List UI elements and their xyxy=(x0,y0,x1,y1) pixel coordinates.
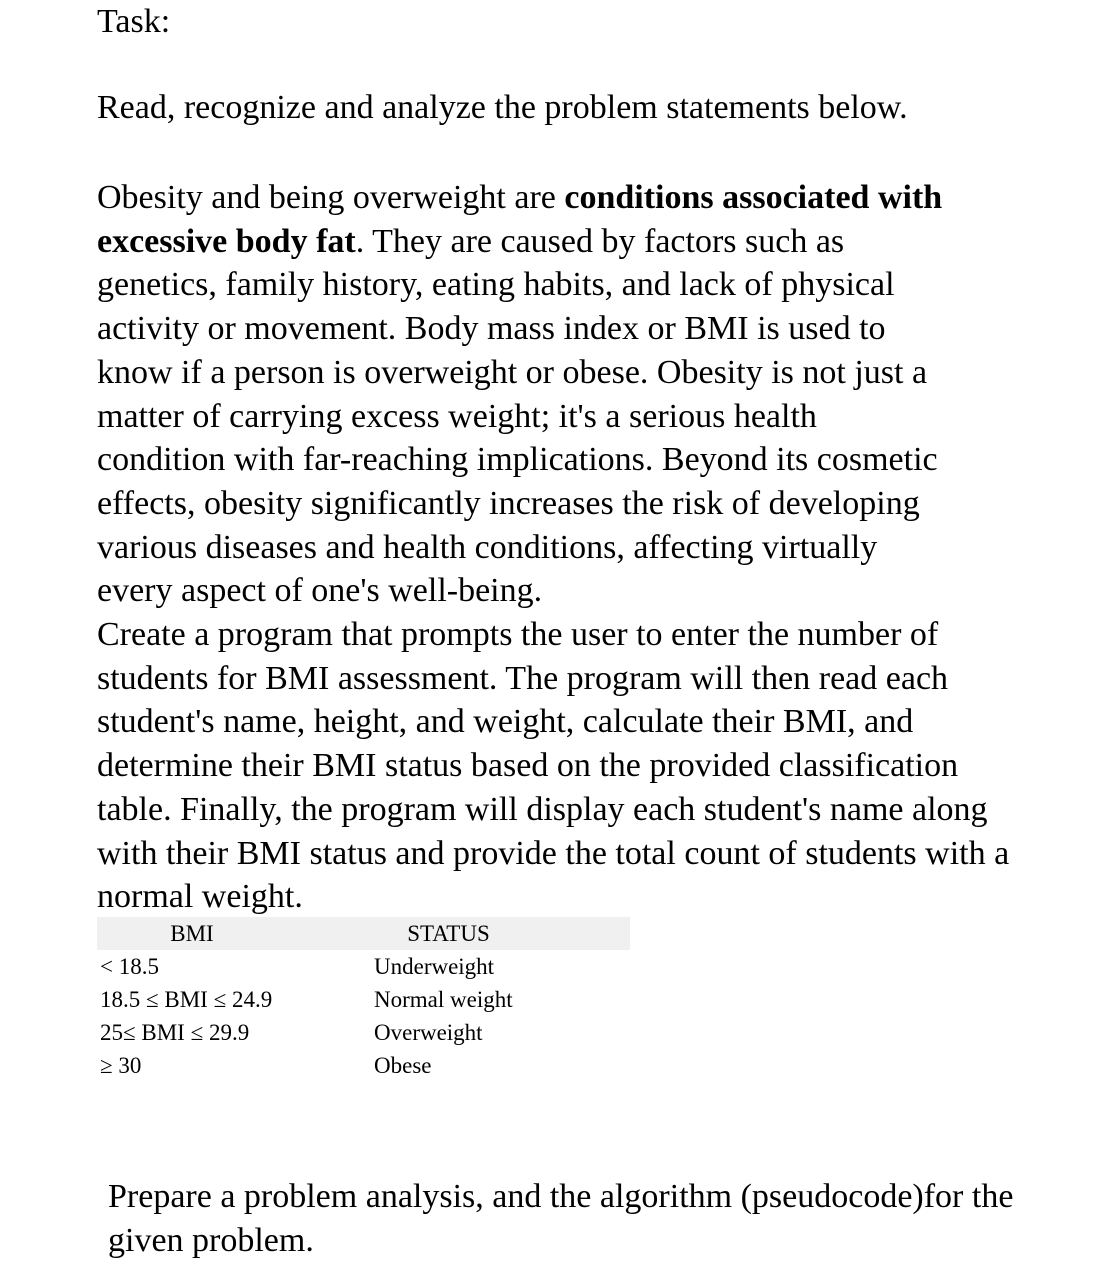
statement-line: table. Finally, the program will display each student's name along xyxy=(97,790,988,828)
statement-line: student's name, height, and weight, calculate their BMI, and xyxy=(97,703,914,741)
statement-line: excessive body fat. They are caused by factors such as xyxy=(97,222,845,260)
table-row xyxy=(97,983,630,1016)
intro-statement: Read, recognize and analyze the problem statements below. xyxy=(97,89,908,126)
table-row xyxy=(97,1049,630,1082)
statement-line: matter of carrying excess weight; it's a serious health xyxy=(97,397,817,435)
bmi-range-cell: ≥ 30 xyxy=(100,1053,142,1078)
bmi-range-cell: 25≤ BMI ≤ 29.9 xyxy=(100,1020,250,1045)
problem-statement xyxy=(97,176,1117,919)
statement-line: determine their BMI status based on the provided classification xyxy=(97,747,959,785)
statement-line: students for BMI assessment. The program will then read each xyxy=(97,659,949,697)
statement-line: with their BMI status and provide the total count of students with a xyxy=(97,834,1010,872)
bmi-range-cell: 18.5 ≤ BMI ≤ 24.9 xyxy=(100,987,273,1012)
table-header-row xyxy=(97,917,630,950)
bmi-range-cell: < 18.5 xyxy=(100,954,159,979)
table-row xyxy=(97,950,630,983)
status-cell: Normal weight xyxy=(374,987,513,1012)
status-cell: Overweight xyxy=(374,1020,483,1045)
closing-instruction xyxy=(108,1175,1013,1263)
statement-line: Create a program that prompts the user to enter the number of xyxy=(97,616,939,654)
task-label: Task: xyxy=(97,3,171,40)
status-cell: Underweight xyxy=(374,954,495,979)
statement-line: Obesity and being overweight are conditions associated with xyxy=(97,179,943,216)
status-cell: Obese xyxy=(374,1053,432,1078)
closing-line: given problem. xyxy=(108,1222,314,1259)
closing-line: Prepare a problem analysis, and the algorithm (pseudocode)for the xyxy=(108,1178,1014,1215)
table-row xyxy=(97,1016,630,1049)
bmi-classification-table xyxy=(97,917,630,1082)
statement-line: every aspect of one's well-being. xyxy=(97,572,543,610)
statement-line: various diseases and health conditions, affecting virtually xyxy=(97,528,878,566)
statement-line: activity or movement. Body mass index or BMI is used to xyxy=(97,310,886,348)
status-column-header: STATUS xyxy=(287,917,630,950)
statement-line: condition with far-reaching implications. Beyond its cosmetic xyxy=(97,441,938,479)
statement-line: genetics, family history, eating habits, and lack of physical xyxy=(97,266,895,304)
statement-line: know if a person is overweight or obese. Obesity is not just a xyxy=(97,353,928,391)
statement-line: effects, obesity significantly increases the risk of developing xyxy=(97,484,920,522)
bmi-column-header: BMI xyxy=(97,917,287,950)
statement-line: normal weight. xyxy=(97,878,303,916)
